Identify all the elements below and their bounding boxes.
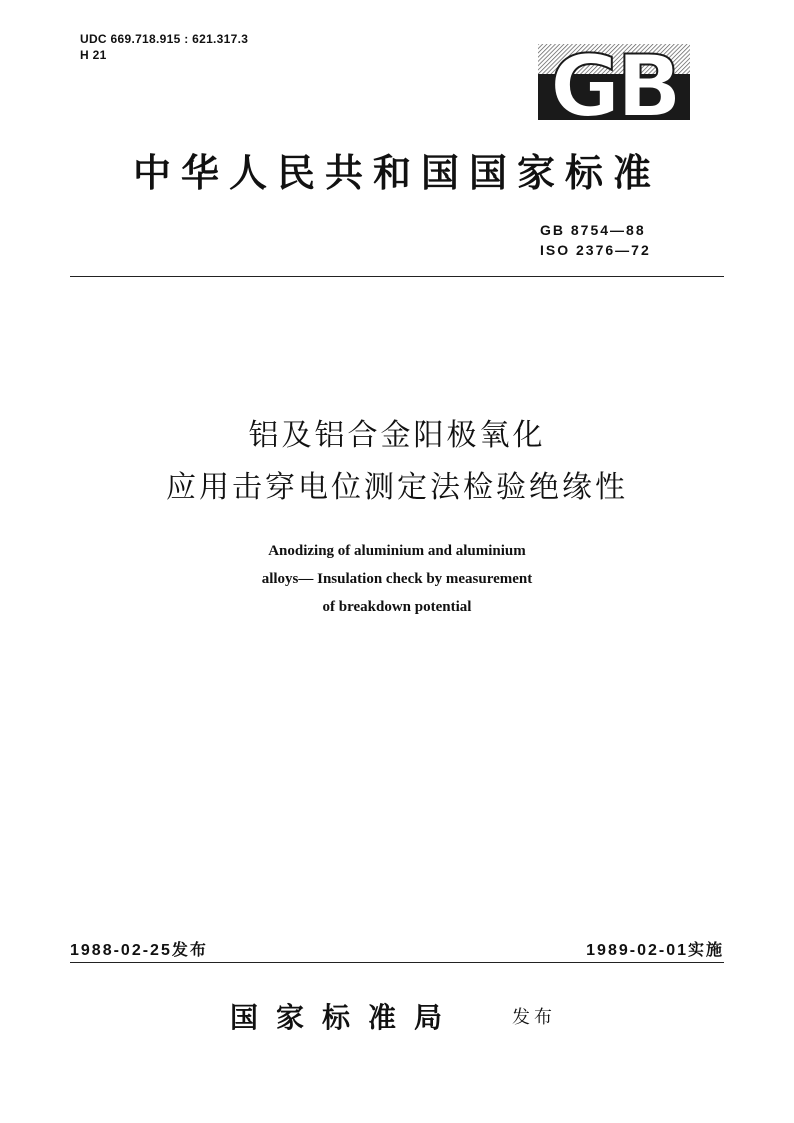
chinese-title-line-1: 铝及铝合金阳极氧化 [248, 418, 546, 453]
english-title [70, 537, 724, 621]
svg-text:GB: GB [549, 44, 679, 120]
udc-block [80, 31, 248, 63]
gb-logo-icon [538, 44, 690, 120]
udc-code: UDC 669.718.915 : 621.317.3 [80, 32, 249, 46]
header-divider [70, 276, 724, 277]
classification-code: H 21 [80, 48, 107, 62]
standard-codes [540, 220, 651, 260]
english-title-line-3: of breakdown potential [322, 599, 472, 615]
effective-date: 1989-02-01实施 [586, 942, 724, 959]
english-title-line-2: alloys— Insulation check by measurement [261, 571, 533, 587]
issue-date: 1988-02-25发布 [70, 942, 208, 959]
footer-divider [70, 962, 724, 963]
iso-standard-number: ISO 2376—72 [540, 242, 651, 258]
gb-standard-number: GB 8754—88 [540, 222, 646, 238]
publisher-name: 国家标准局 [230, 1001, 461, 1034]
chinese-title-line-2: 应用击穿电位测定法检验绝缘性 [166, 470, 628, 505]
english-title-line-1: Anodizing of aluminium and aluminium [268, 543, 526, 559]
organization-title: 中华人民共和国国家标准 [132, 150, 661, 195]
publisher-suffix: 发布 [512, 1007, 556, 1028]
